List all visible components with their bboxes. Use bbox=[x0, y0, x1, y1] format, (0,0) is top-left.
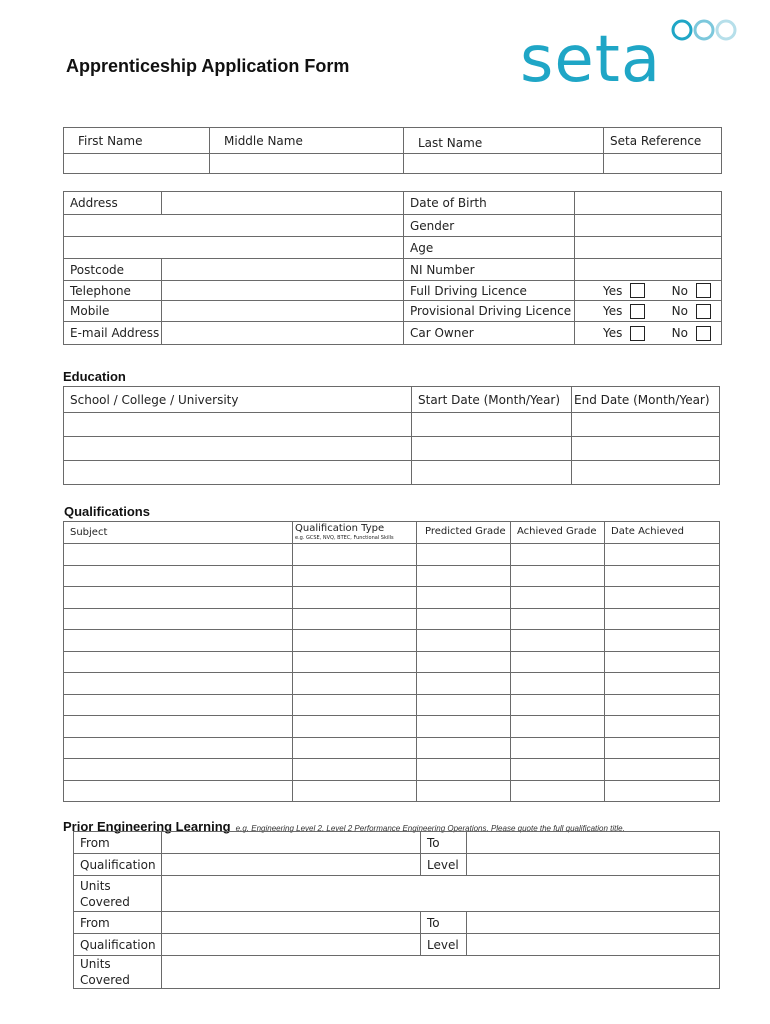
provisional-licence-label: Provisional Driving Licence bbox=[404, 301, 575, 322]
qualification-type-cell[interactable] bbox=[293, 566, 417, 587]
qualification-field-1[interactable] bbox=[162, 854, 421, 876]
to-field-2[interactable] bbox=[467, 912, 720, 934]
email-label: E-mail Address bbox=[64, 322, 162, 345]
education-school-cell[interactable] bbox=[64, 461, 412, 485]
qualification-achieved-cell[interactable] bbox=[511, 716, 605, 738]
yes-label: Yes bbox=[603, 283, 623, 298]
education-start-cell[interactable] bbox=[412, 413, 572, 437]
qualification-achieved-cell[interactable] bbox=[511, 630, 605, 652]
qualification-type-cell[interactable] bbox=[293, 759, 417, 781]
postcode-label: Postcode bbox=[64, 259, 162, 281]
education-heading: Education bbox=[63, 369, 126, 384]
last-name-label: Last Name bbox=[404, 128, 604, 154]
qualification-subject-cell[interactable] bbox=[64, 738, 293, 759]
qualification-row bbox=[64, 695, 720, 716]
qualification-subject-cell[interactable] bbox=[64, 695, 293, 716]
qualification-predicted-cell[interactable] bbox=[417, 630, 511, 652]
name-table bbox=[63, 127, 722, 174]
qualification-date-cell[interactable] bbox=[605, 781, 720, 802]
qualification-predicted-cell[interactable] bbox=[417, 781, 511, 802]
qualification-predicted-cell[interactable] bbox=[417, 544, 511, 566]
school-column-header: School / College / University bbox=[64, 387, 412, 413]
provisional-licence-options bbox=[575, 301, 722, 322]
qualification-date-cell[interactable] bbox=[605, 587, 720, 609]
qualification-type-column-header bbox=[293, 522, 417, 544]
education-table bbox=[63, 386, 720, 485]
car-owner-yes-checkbox[interactable] bbox=[630, 326, 645, 341]
qualification-predicted-cell[interactable] bbox=[417, 673, 511, 695]
qualification-subject-cell[interactable] bbox=[64, 781, 293, 802]
qualifications-heading: Qualifications bbox=[64, 504, 150, 519]
first-name-label: First Name bbox=[64, 128, 210, 154]
qualification-row bbox=[64, 566, 720, 587]
age-field[interactable] bbox=[575, 237, 722, 259]
middle-name-field[interactable] bbox=[210, 154, 404, 174]
qualification-subject-cell[interactable] bbox=[64, 673, 293, 695]
qualification-date-cell[interactable] bbox=[605, 630, 720, 652]
first-name-field[interactable] bbox=[64, 154, 210, 174]
qualification-achieved-cell[interactable] bbox=[511, 759, 605, 781]
full-licence-options bbox=[575, 281, 722, 301]
units-covered-label-2: Units Covered bbox=[74, 956, 162, 989]
qualification-date-cell[interactable] bbox=[605, 695, 720, 716]
qualification-type-cell[interactable] bbox=[293, 695, 417, 716]
yes-label: Yes bbox=[603, 304, 623, 318]
units-covered-field-2[interactable] bbox=[162, 956, 720, 989]
level-label-1: Level bbox=[421, 854, 467, 876]
qualification-predicted-cell[interactable] bbox=[417, 695, 511, 716]
qualification-achieved-cell[interactable] bbox=[511, 738, 605, 759]
from-label-1: From bbox=[74, 832, 162, 854]
address-field-2[interactable] bbox=[64, 215, 404, 237]
qualification-row bbox=[64, 673, 720, 695]
telephone-label: Telephone bbox=[64, 281, 162, 301]
qualification-subject-cell[interactable] bbox=[64, 544, 293, 566]
education-end-cell[interactable] bbox=[572, 413, 720, 437]
full-licence-yes-checkbox[interactable] bbox=[630, 283, 645, 298]
qualification-row bbox=[64, 781, 720, 802]
seta-logo bbox=[520, 14, 735, 104]
qualification-subject-cell[interactable] bbox=[64, 652, 293, 673]
from-field-1[interactable] bbox=[162, 832, 421, 854]
qualification-label-2: Qualification bbox=[74, 934, 162, 956]
qualification-achieved-cell[interactable] bbox=[511, 781, 605, 802]
qualification-achieved-cell[interactable] bbox=[511, 609, 605, 630]
education-end-cell[interactable] bbox=[572, 437, 720, 461]
no-label: No bbox=[671, 326, 688, 340]
prior-learning-note: e.g. Engineering Level 2, Level 2 Performance Engineering Operations. Please quote the full qualification title. bbox=[235, 824, 625, 833]
achieved-grade-column-header: Achieved Grade bbox=[511, 522, 605, 544]
from-field-2[interactable] bbox=[162, 912, 421, 934]
qualifications-table bbox=[63, 521, 720, 802]
qualification-date-cell[interactable] bbox=[605, 544, 720, 566]
qualification-subject-cell[interactable] bbox=[64, 587, 293, 609]
qualification-type-cell[interactable] bbox=[293, 716, 417, 738]
qualification-predicted-cell[interactable] bbox=[417, 566, 511, 587]
from-label-2: From bbox=[74, 912, 162, 934]
yes-label: Yes bbox=[603, 326, 623, 340]
qualification-predicted-cell[interactable] bbox=[417, 587, 511, 609]
qualification-type-cell[interactable] bbox=[293, 673, 417, 695]
last-name-field[interactable] bbox=[404, 154, 604, 174]
to-label-1: To bbox=[421, 832, 467, 854]
ni-number-label: NI Number bbox=[404, 259, 575, 281]
end-date-column-header: End Date (Month/Year) bbox=[572, 387, 720, 413]
date-achieved-column-header: Date Achieved bbox=[605, 522, 720, 544]
mobile-label: Mobile bbox=[64, 301, 162, 322]
predicted-grade-column-header: Predicted Grade bbox=[417, 522, 511, 544]
qualification-type-cell[interactable] bbox=[293, 587, 417, 609]
full-licence-label: Full Driving Licence bbox=[404, 281, 575, 301]
qualification-date-cell[interactable] bbox=[605, 738, 720, 759]
education-end-cell[interactable] bbox=[572, 461, 720, 485]
qualification-row bbox=[64, 738, 720, 759]
start-date-column-header: Start Date (Month/Year) bbox=[412, 387, 572, 413]
education-start-cell[interactable] bbox=[412, 461, 572, 485]
dob-field[interactable] bbox=[575, 192, 722, 215]
qualification-field-2[interactable] bbox=[162, 934, 421, 956]
level-field-2[interactable] bbox=[467, 934, 720, 956]
qualification-subject-cell[interactable] bbox=[64, 630, 293, 652]
units-covered-label-1: Units Covered bbox=[74, 876, 162, 912]
qualification-type-cell[interactable] bbox=[293, 652, 417, 673]
qualification-achieved-cell[interactable] bbox=[511, 695, 605, 716]
provisional-licence-no-checkbox[interactable] bbox=[696, 304, 711, 319]
qualification-predicted-cell[interactable] bbox=[417, 652, 511, 673]
personal-details-table bbox=[63, 191, 722, 345]
form-title: Apprenticeship Application Form bbox=[66, 56, 350, 76]
subject-column-header: Subject bbox=[64, 522, 293, 544]
qualification-date-cell[interactable] bbox=[605, 716, 720, 738]
level-field-1[interactable] bbox=[467, 854, 720, 876]
qualification-type-cell[interactable] bbox=[293, 544, 417, 566]
qualification-row bbox=[64, 652, 720, 673]
provisional-licence-yes-checkbox[interactable] bbox=[630, 304, 645, 319]
no-label: No bbox=[671, 283, 688, 298]
qualification-date-cell[interactable] bbox=[605, 566, 720, 587]
qualification-label-1: Qualification bbox=[74, 854, 162, 876]
no-label: No bbox=[671, 304, 688, 318]
qualification-date-cell[interactable] bbox=[605, 652, 720, 673]
qualification-achieved-cell[interactable] bbox=[511, 652, 605, 673]
address-label: Address bbox=[64, 192, 162, 215]
qualification-row bbox=[64, 759, 720, 781]
email-field[interactable] bbox=[162, 322, 404, 345]
qualification-type-note: e.g. GCSE, NVQ, BTEC, Functional Skills bbox=[295, 535, 394, 541]
qualification-subject-cell[interactable] bbox=[64, 566, 293, 587]
level-label-2: Level bbox=[421, 934, 467, 956]
education-school-cell[interactable] bbox=[64, 437, 412, 461]
seta-reference-label: Seta Reference bbox=[604, 128, 722, 154]
gender-label: Gender bbox=[404, 215, 575, 237]
prior-learning-table bbox=[73, 831, 720, 989]
qualification-subject-cell[interactable] bbox=[64, 609, 293, 630]
education-school-cell[interactable] bbox=[64, 413, 412, 437]
qualification-subject-cell[interactable] bbox=[64, 759, 293, 781]
qualification-row bbox=[64, 544, 720, 566]
logo-circles-icon bbox=[670, 18, 740, 42]
qualification-row bbox=[64, 587, 720, 609]
qualification-type-cell[interactable] bbox=[293, 738, 417, 759]
telephone-field[interactable] bbox=[162, 281, 404, 301]
car-owner-options bbox=[575, 322, 722, 345]
qualification-row bbox=[64, 609, 720, 630]
qualification-date-cell[interactable] bbox=[605, 609, 720, 630]
mobile-field[interactable] bbox=[162, 301, 404, 322]
qualification-achieved-cell[interactable] bbox=[511, 673, 605, 695]
address-field-1[interactable] bbox=[162, 192, 404, 215]
to-field-1[interactable] bbox=[467, 832, 720, 854]
car-owner-no-checkbox[interactable] bbox=[696, 326, 711, 341]
qualification-type-cell[interactable] bbox=[293, 781, 417, 802]
qualification-date-cell[interactable] bbox=[605, 759, 720, 781]
qualification-row bbox=[64, 716, 720, 738]
postcode-field[interactable] bbox=[162, 259, 404, 281]
ni-number-field[interactable] bbox=[575, 259, 722, 281]
qualification-achieved-cell[interactable] bbox=[511, 587, 605, 609]
qualification-type-cell[interactable] bbox=[293, 609, 417, 630]
qualification-achieved-cell[interactable] bbox=[511, 566, 605, 587]
qualification-subject-cell[interactable] bbox=[64, 716, 293, 738]
gender-field[interactable] bbox=[575, 215, 722, 237]
dob-label: Date of Birth bbox=[404, 192, 575, 215]
qualification-type-label: Qualification Type bbox=[295, 523, 385, 534]
middle-name-label: Middle Name bbox=[210, 128, 404, 154]
qualification-predicted-cell[interactable] bbox=[417, 759, 511, 781]
to-label-2: To bbox=[421, 912, 467, 934]
units-covered-field-1[interactable] bbox=[162, 876, 720, 912]
qualification-date-cell[interactable] bbox=[605, 673, 720, 695]
qualification-achieved-cell[interactable] bbox=[511, 544, 605, 566]
education-start-cell[interactable] bbox=[412, 437, 572, 461]
age-label: Age bbox=[404, 237, 575, 259]
prior-learning-heading: Prior Engineering Learning bbox=[63, 819, 231, 834]
seta-reference-field[interactable] bbox=[604, 154, 722, 174]
logo-wordmark: seta bbox=[520, 23, 662, 97]
qualification-predicted-cell[interactable] bbox=[417, 738, 511, 759]
qualification-predicted-cell[interactable] bbox=[417, 716, 511, 738]
qualification-row bbox=[64, 630, 720, 652]
car-owner-label: Car Owner bbox=[404, 322, 575, 345]
qualification-predicted-cell[interactable] bbox=[417, 609, 511, 630]
full-licence-no-checkbox[interactable] bbox=[696, 283, 711, 298]
address-field-3[interactable] bbox=[64, 237, 404, 259]
qualification-type-cell[interactable] bbox=[293, 630, 417, 652]
